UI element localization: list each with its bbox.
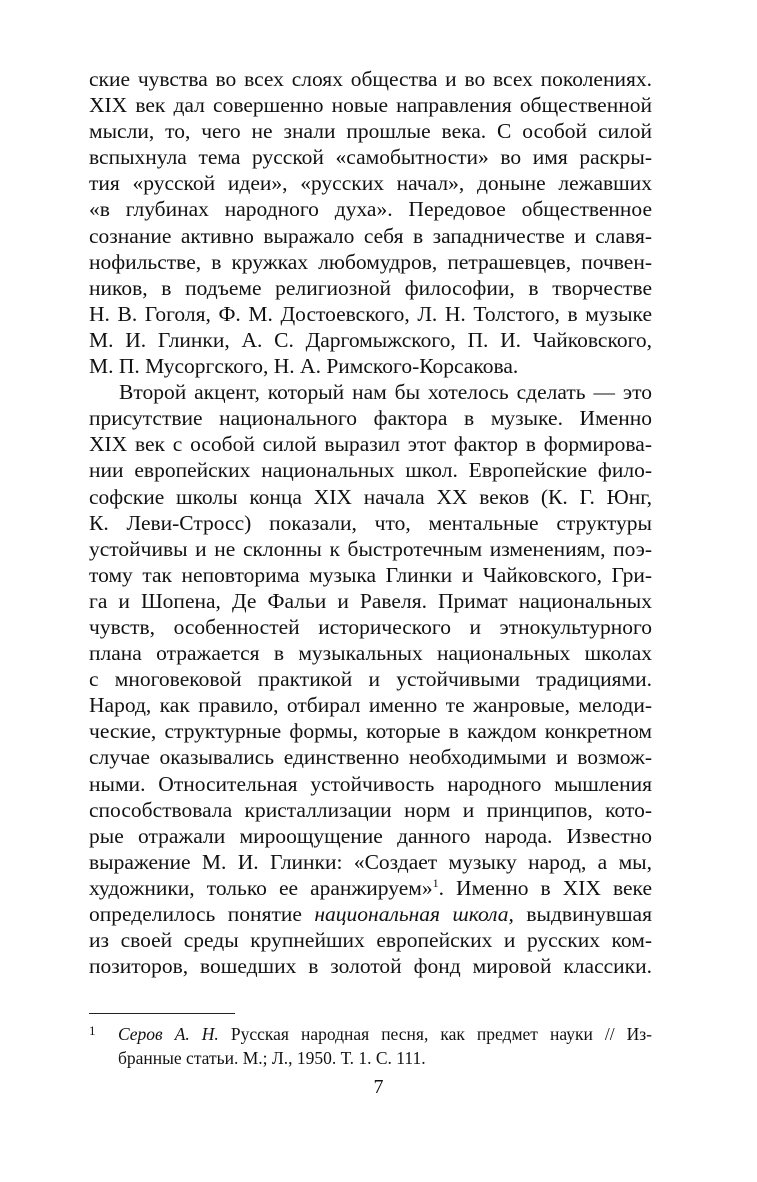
- main-text: [89, 66, 652, 979]
- footnote-line: бранные статьи. М.; Л., 1950. Т. 1. С. 111.: [118, 1048, 426, 1068]
- footnote-divider: [89, 1013, 235, 1014]
- text-line: Второй акцент, который нам бы хотелось сделать — это: [119, 380, 652, 405]
- text-line: [89, 875, 652, 901]
- text-line: из своей среды крупнейших европейских и русских ком-: [89, 928, 652, 953]
- text-line: га и Шопена, Де Фальи и Равеля. Примат национальных: [89, 588, 652, 613]
- text-line: ников, в подъеме религиозной философии, в творчестве: [89, 275, 652, 300]
- text-line: XIX век с особой силой выразил этот фактор в формирова-: [89, 432, 652, 457]
- text-line: нии европейских национальных школ. Европейские фило-: [89, 458, 652, 483]
- text-segment: выдвинувшая: [513, 902, 652, 926]
- text-line: выражение М. И. Глинки: «Создает музыку народ, а мы,: [89, 849, 652, 874]
- text-line: [89, 901, 652, 927]
- text-line: софские школы конца XIX начала XX веков (К. Г. Юнг,: [89, 484, 652, 509]
- page-number: 7: [373, 1076, 384, 1098]
- text-line: мысли, то, чего не знали прошлые века. С особой силой: [89, 119, 652, 144]
- text-line: «в глубинах народного духа». Передовое общественное: [89, 197, 652, 222]
- footnote: [89, 1022, 652, 1070]
- text-line: устойчивы и не склонны к быстротечным изменениям, поэ-: [89, 536, 652, 561]
- text-line: тому так неповторима музыка Глинки и Чайковского, Гри-: [89, 562, 652, 587]
- text-line: случае оказывались единственно необходимыми и возмож-: [89, 745, 652, 770]
- text-segment: . Именно в XIX веке: [438, 875, 652, 900]
- footnote-number: 1: [89, 1023, 96, 1038]
- text-line: ские чувства во всех слоях общества и во всех поколениях.: [89, 67, 652, 91]
- text-line: с многовековой практикой и устойчивыми традициями.: [89, 667, 652, 692]
- text-line: чувств, особенностей исторического и этнокультурного: [89, 614, 652, 639]
- text-line: сознание активно выражало себя в западничестве и славя-: [89, 223, 652, 248]
- text-line: М. П. Мусоргского, Н. А. Римского-Корсакова.: [89, 354, 519, 379]
- text-segment: художники, только ее аранжируем»: [89, 875, 433, 900]
- text-line: тия «русской идеи», «русских начал», доныне лежавших: [89, 171, 652, 196]
- footnote-line: [89, 1022, 652, 1046]
- footnote-reference: 1: [432, 875, 439, 890]
- text-line: К. Леви-Стросс) показали, что, ментальные структуры: [89, 510, 652, 535]
- text-line: Н. В. Гоголя, Ф. М. Достоевского, Л. Н. Толстого, в музыке: [89, 301, 652, 326]
- text-line: нофильстве, в кружках любомудров, петрашевцев, почвен-: [89, 249, 652, 274]
- text-line: позиторов, вошедших в золотой фонд мировой классики.: [89, 954, 652, 979]
- text-line: способствовала кристаллизации норм и принципов, кото-: [89, 797, 652, 822]
- text-line: ными. Относительная устойчивость народного мышления: [89, 771, 652, 796]
- footnote-author: Серов А. Н.: [118, 1024, 219, 1044]
- text-line: плана отражается в музыкальных национальных школах: [89, 641, 652, 666]
- text-line: М. И. Глинки, А. С. Даргомыжского, П. И. Чайковского,: [89, 327, 652, 352]
- text-line: XIX век дал совершенно новые направления общественной: [89, 93, 652, 118]
- text-line: Народ, как правило, отбирал именно те жанровые, мелоди-: [89, 693, 652, 718]
- italic-term: национальная школа,: [314, 902, 514, 926]
- text-line: ческие, структурные формы, которые в каждом конкретном: [89, 719, 652, 744]
- text-line: рые отражали мироощущение данного народа. Известно: [89, 823, 652, 848]
- text-line: вспыхнула тема русской «самобытности» во имя раскры-: [89, 145, 652, 170]
- text-line: присутствие национального фактора в музыке. Именно: [89, 406, 652, 431]
- text-segment: определилось понятие: [89, 902, 315, 926]
- footnote-text: Русская народная песня, как предмет науки // Из-: [218, 1024, 653, 1044]
